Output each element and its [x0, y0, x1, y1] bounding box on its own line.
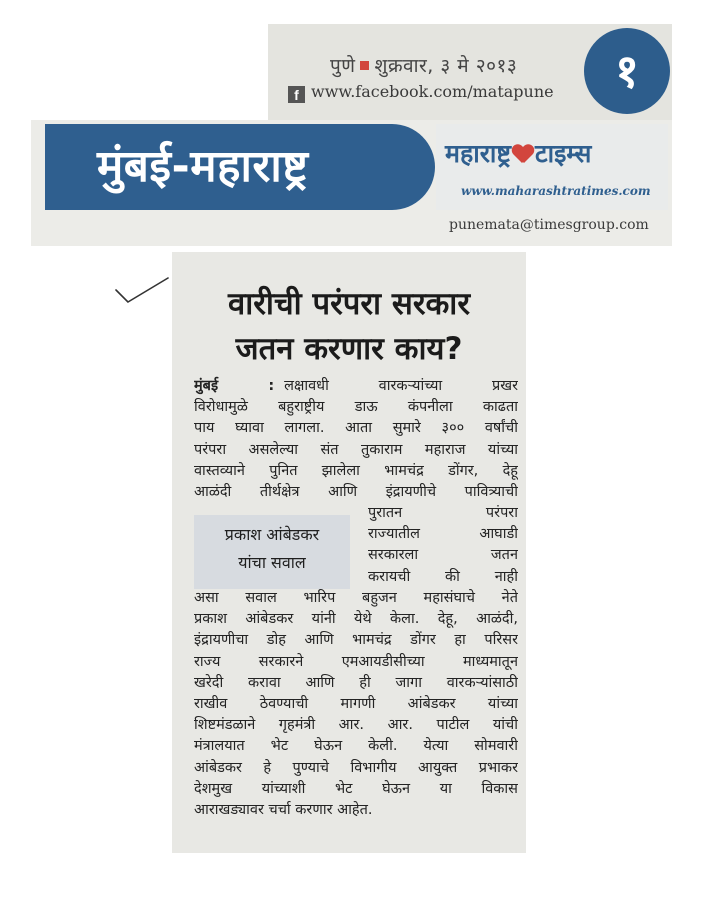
newspaper-url: www.maharashtratimes.com	[461, 184, 651, 198]
body-line: मुंबई : लक्षावधी वारकऱ्यांच्या प्रखर	[194, 378, 518, 394]
masthead-strip	[268, 24, 672, 120]
body-line: करायची की नाही	[368, 568, 518, 585]
checkmark-icon	[114, 276, 170, 306]
body-line: मंत्रालयात भेट घेऊन केली. येत्या सोमवारी	[194, 738, 518, 755]
body-line: सरकारला जतन	[368, 547, 518, 564]
body-line: इंद्रायणीचा डोह आणि भामचंद्र डोंगर हा परिसर	[194, 632, 518, 649]
facebook-line	[288, 82, 554, 103]
body-line: परंपरा असलेल्या संत तुकाराम महाराज यांच्या	[194, 441, 518, 458]
page-number-badge: १	[584, 28, 670, 114]
body-line: खरेदी करावा आणि ही जागा वारकऱ्यांसाठी	[194, 674, 518, 691]
pull-quote-line: यांचा सवाल	[238, 553, 306, 572]
article-headline	[172, 282, 526, 372]
body-line: आळंदी तीर्थक्षेत्र आणि इंद्रायणीचे पावित्र्याची	[194, 483, 518, 500]
article-body-side	[368, 503, 518, 588]
body-line: राखीव ठेवण्याची मागणी आंबेडकर यांच्या	[194, 695, 518, 712]
logo-right-text: टाइम्स	[535, 139, 592, 168]
article-dateline: मुंबई :	[194, 378, 275, 394]
section-title: मुंबई-महाराष्ट्र	[97, 141, 309, 192]
article-body-bottom	[194, 588, 518, 821]
contact-email: punemata@timesgroup.com	[449, 217, 649, 233]
body-line: पुरातन परंपरा	[368, 505, 518, 521]
pull-quote-line: प्रकाश आंबेडकर	[224, 525, 320, 544]
section-title-pill	[45, 124, 435, 210]
body-line: देशमुख यांच्याशी भेट घेऊन या विकास	[194, 780, 518, 797]
headline-line: जतन करणार काय?	[235, 331, 463, 367]
red-square-icon	[360, 61, 369, 70]
section-banner	[31, 120, 672, 246]
body-line: पाय घ्यावा लागला. आता सुमारे ३०० वर्षांची	[194, 420, 518, 437]
body-line: विरोधामुळे बहुराष्ट्रीय डाऊ कंपनीला काढता	[194, 399, 518, 416]
dateline-strip	[330, 52, 517, 78]
body-line: प्रकाश आंबेडकर यांनी येथे केला. देहू, आळंदी,	[194, 611, 518, 628]
issue-date: शुक्रवार, ३ मे २०१३	[374, 55, 518, 77]
article-body-top	[194, 376, 518, 503]
body-line: आंबेडकर हे पुण्याचे विभागीय आयुक्त प्रभाकर	[194, 759, 518, 776]
body-line: वास्तव्याने पुनित झालेला भामचंद्र डोंगर, देहू	[194, 462, 518, 479]
facebook-icon: f	[288, 86, 305, 103]
body-line: असा सवाल भारिप बहुजन महासंघाचे नेते	[194, 590, 518, 606]
city-label: पुणे	[330, 55, 356, 77]
headline-line: वारीची परंपरा सरकार	[227, 286, 471, 322]
news-clipping	[172, 252, 526, 853]
body-line: राज्य सरकारने एमआयडीसीच्या माध्यमातून	[194, 653, 518, 670]
newspaper-logo	[445, 136, 591, 170]
body-line: शिष्टमंडळाने गृहमंत्री आर. आर. पाटील यांची	[194, 717, 518, 734]
heart-icon	[512, 145, 534, 165]
logo-left-text: महाराष्ट्र	[445, 139, 512, 168]
pull-quote-box	[194, 515, 350, 589]
body-line: आराखड्यावर चर्चा करणार आहेत.	[194, 801, 373, 818]
body-line: राज्यातील आघाडी	[368, 526, 518, 543]
facebook-url: www.facebook.com/matapune	[311, 82, 554, 101]
